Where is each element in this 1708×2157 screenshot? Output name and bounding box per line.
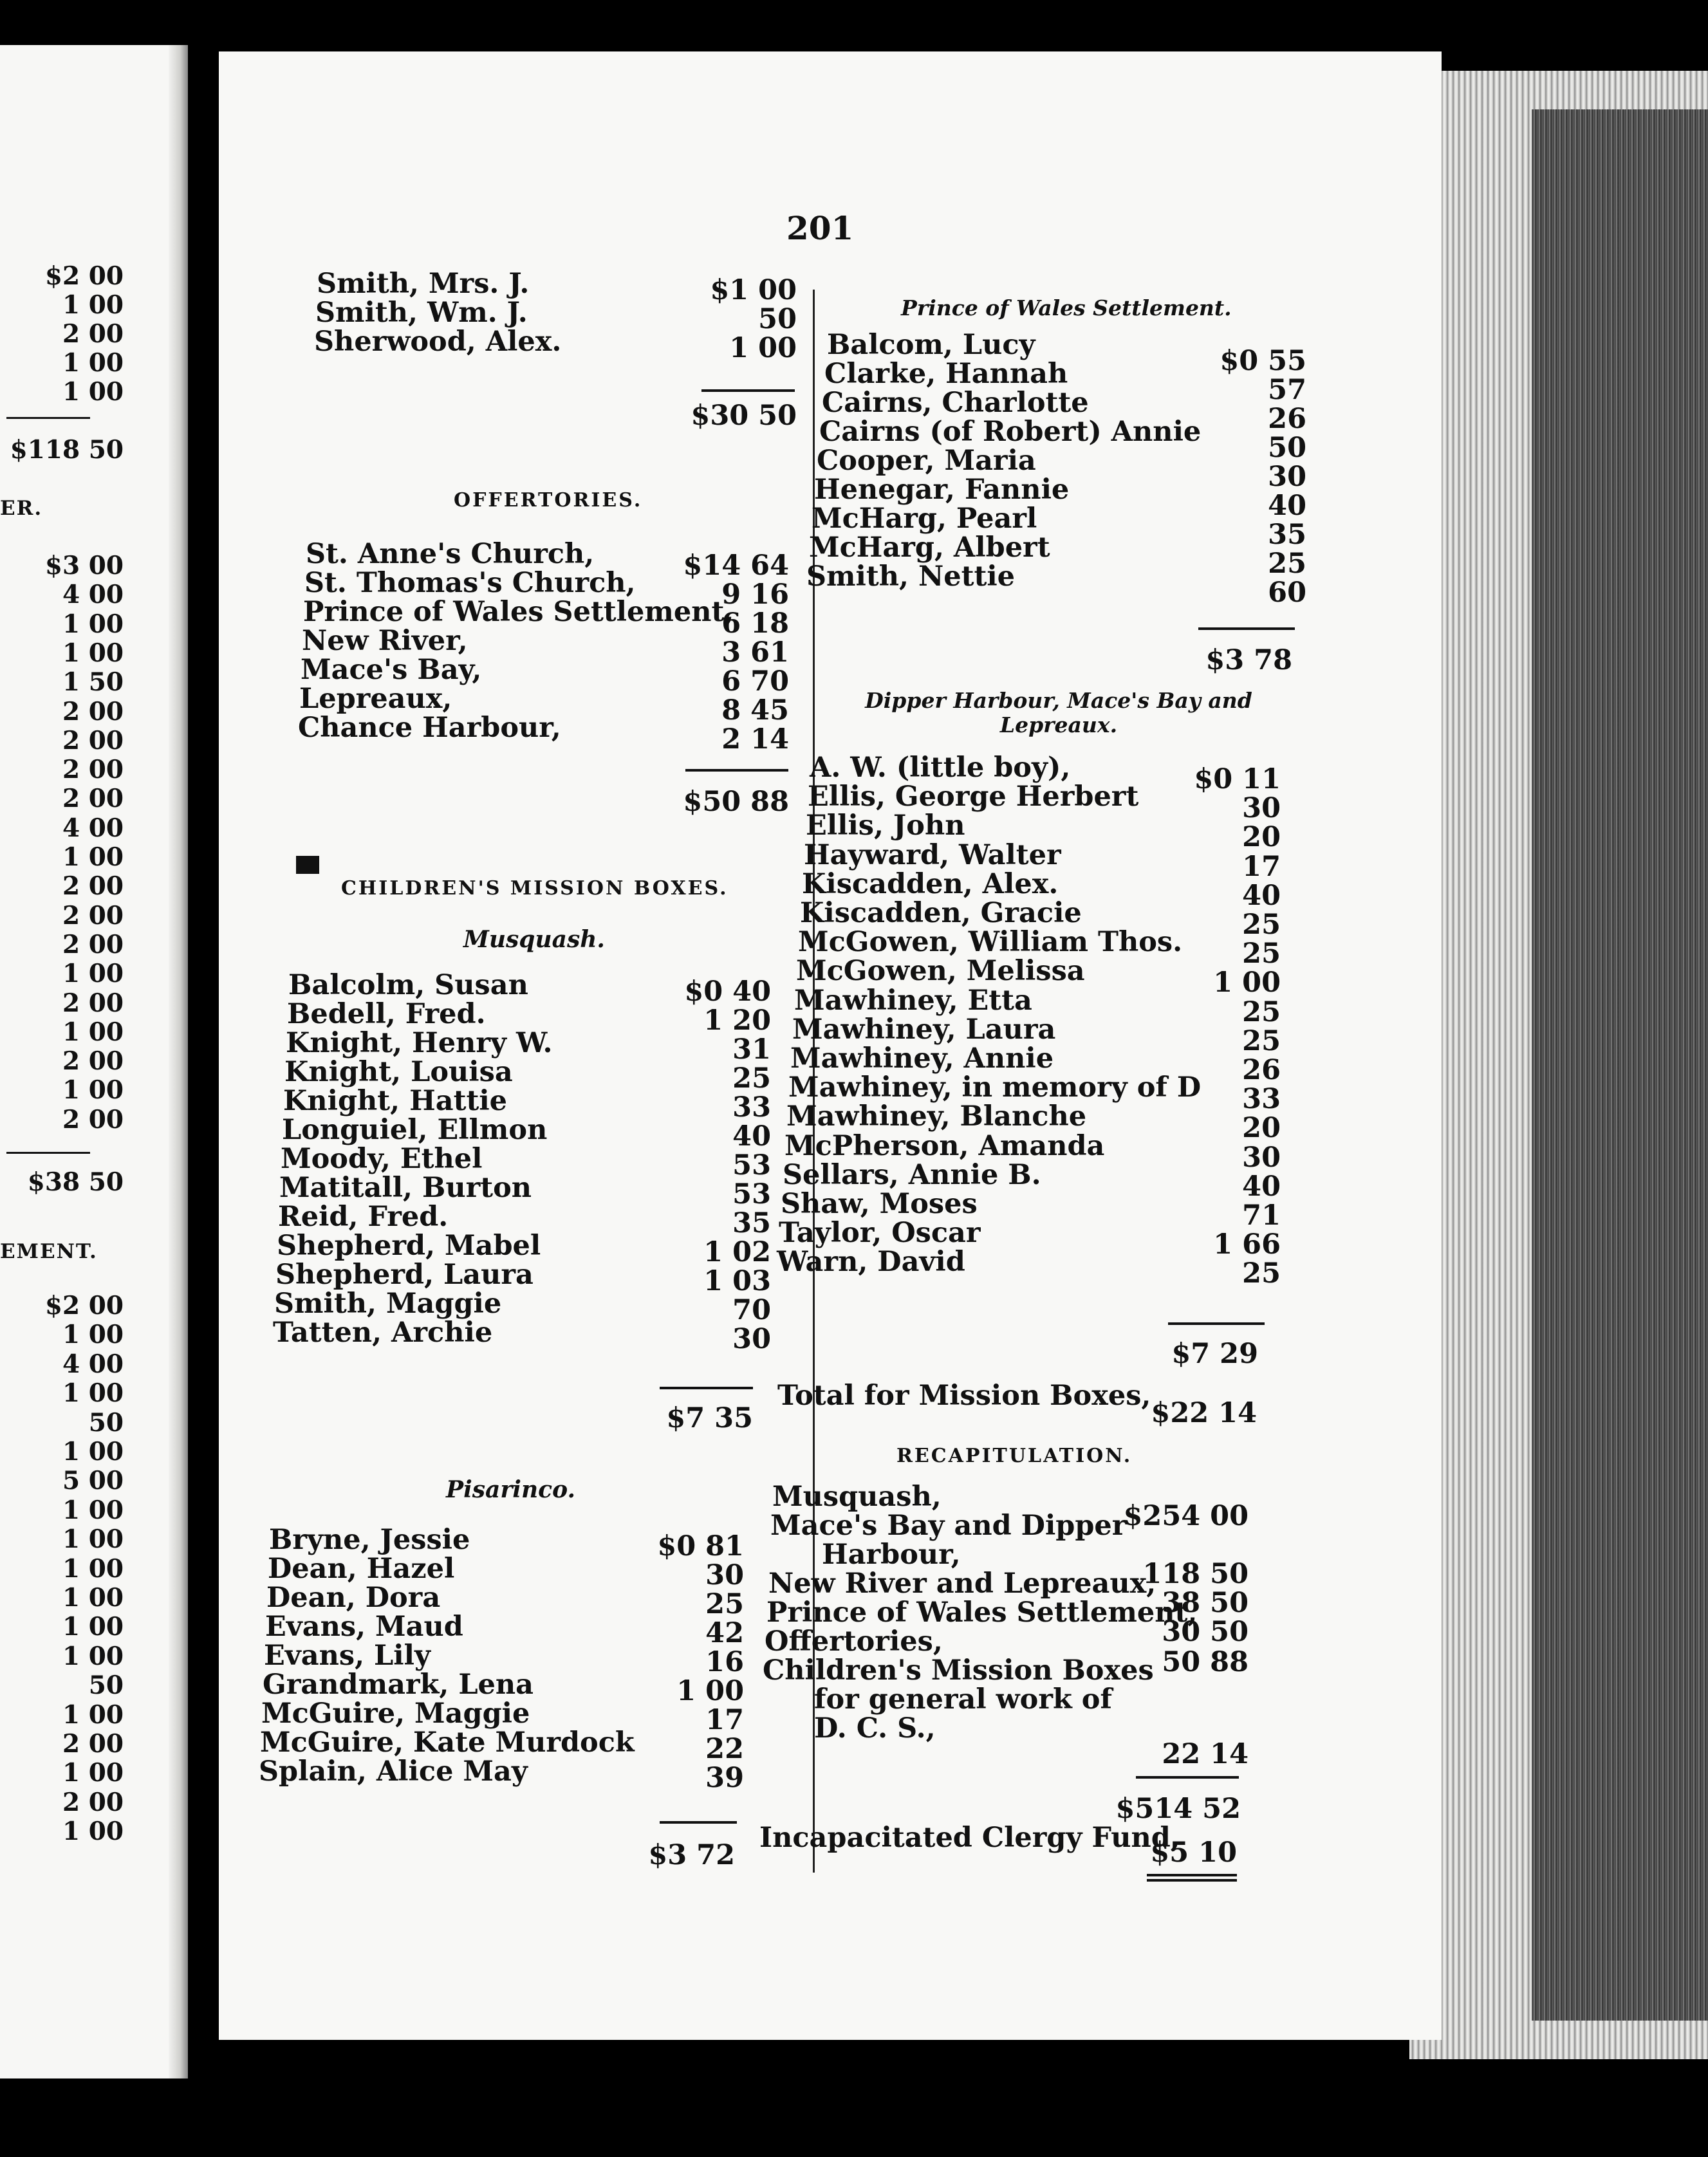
left-page-amount: 2 00 — [62, 1046, 124, 1077]
left-page-amount: 5 00 — [62, 1466, 124, 1496]
recap-label: Mace's Bay and Dipper — [770, 1510, 1127, 1542]
contributor-amount: 1 20 — [703, 1004, 771, 1037]
left-page-amount: 50 — [88, 1407, 124, 1438]
contributor-amount: 22 — [705, 1733, 744, 1765]
musquash-heading: Musquash. — [463, 926, 605, 953]
contributor-name: Cairns, Charlotte — [822, 387, 1089, 419]
contributor-name: A. W. (little boy), — [810, 752, 1071, 784]
contributor-name: Taylor, Oscar — [779, 1217, 981, 1250]
left-page-amount: 1 00 — [62, 1378, 124, 1409]
left-page-amount: 1 00 — [62, 1641, 124, 1671]
contributor-amount: 1 03 — [703, 1265, 771, 1297]
left-page-amount: 2 00 — [62, 929, 124, 959]
offertory-name: Prince of Wales Settlement, — [303, 596, 734, 628]
offertory-amount: $14 64 — [683, 550, 789, 582]
contributor-name: Knight, Hattie — [283, 1085, 508, 1117]
left-page-amount: 4 00 — [62, 580, 124, 610]
left-page-amount: 2 00 — [62, 319, 124, 349]
contributor-name: Cairns (of Robert) Annie — [819, 416, 1202, 448]
contributor-name: Kiscadden, Gracie — [800, 897, 1082, 929]
offertory-name: Chance Harbour, — [298, 712, 561, 744]
contributor-amount: 25 — [1242, 995, 1281, 1028]
contributor-name: McGuire, Maggie — [261, 1698, 530, 1730]
contributor-amount: 1 00 — [1213, 967, 1281, 999]
contributor-amount: 25 — [705, 1588, 744, 1620]
contributor-name: Mawhiney, Laura — [792, 1013, 1056, 1046]
offertory-name: St. Thomas's Church, — [304, 567, 636, 599]
contributor-amount: 1 02 — [703, 1236, 771, 1268]
left-page-total: $118 50 — [10, 435, 124, 465]
contributor-name: Matitall, Burton — [279, 1172, 532, 1204]
contributor-name: Mawhiney, Blanche — [786, 1100, 1087, 1133]
contributor-name: Smith, Mrs. J. — [317, 268, 530, 300]
left-page-amount: 1 00 — [62, 377, 124, 407]
double-total-rule — [1147, 1874, 1237, 1882]
contributor-amount: $0 11 — [1194, 763, 1281, 795]
contributor-name: Mawhiney, Annie — [790, 1042, 1054, 1075]
section-total: $30 50 — [691, 400, 797, 432]
left-page-amount: 4 00 — [62, 813, 124, 843]
left-page-amount: 1 50 — [62, 667, 124, 698]
contributor-amount: $1 00 — [710, 274, 797, 306]
left-page-amount: 1 00 — [62, 638, 124, 668]
offertory-amount: 3 61 — [721, 636, 789, 669]
left-page-amount: $2 00 — [44, 1291, 124, 1320]
recap-label: New River and Lepreaux, — [768, 1568, 1156, 1600]
left-page-amount: 1 00 — [62, 1017, 124, 1047]
left-page-amount: 1 00 — [62, 1583, 124, 1613]
left-page-amount: 1 00 — [62, 1553, 124, 1584]
contributor-amount: $0 81 — [657, 1530, 744, 1562]
total-rule — [1136, 1776, 1239, 1779]
contributor-name: Henegar, Fannie — [814, 474, 1070, 506]
left-page-amount: 1 00 — [62, 1612, 124, 1642]
contributor-name: McGuire, Kate Murdock — [260, 1727, 635, 1759]
offertory-name: New River, — [302, 625, 468, 657]
section-total: $3 78 — [1205, 644, 1292, 676]
recap-label: Prince of Wales Settlement, — [766, 1597, 1198, 1629]
contributor-amount: 53 — [732, 1178, 771, 1210]
left-page-amount: 2 00 — [62, 1787, 124, 1817]
contributor-amount: 1 00 — [676, 1675, 744, 1707]
pisarinco-heading: Pisarinco. — [446, 1476, 575, 1503]
left-page-amount: 1 00 — [62, 1075, 124, 1106]
contributor-name: Knight, Louisa — [284, 1056, 513, 1088]
contributor-amount: 16 — [705, 1646, 744, 1678]
recap-label: Offertories, — [765, 1625, 943, 1658]
left-page-amount: $3 00 — [44, 551, 124, 580]
recap-label: for general work of — [814, 1683, 1112, 1716]
left-page-amount: 1 00 — [62, 1495, 124, 1525]
contributor-amount: $0 55 — [1220, 345, 1306, 377]
left-page-heading-fragment: ER. — [0, 497, 43, 520]
left-page-amount: $2 00 — [44, 261, 124, 291]
recap-label: Musquash, — [772, 1481, 942, 1513]
contributor-name: Sellars, Annie B. — [783, 1158, 1041, 1191]
offertories-heading: OFFERTORIES. — [454, 489, 643, 512]
offertory-name: Mace's Bay, — [301, 654, 482, 686]
recap-amount: 118 50 — [1142, 1558, 1249, 1590]
offertory-amount: 2 14 — [721, 723, 789, 755]
contributor-name: McGowen, Melissa — [796, 955, 1085, 988]
contributor-name: Ellis, George Herbert — [808, 781, 1139, 813]
recap-amount: 22 14 — [1162, 1738, 1249, 1770]
contributor-amount: 25 — [1268, 548, 1306, 580]
section-total: $50 88 — [683, 786, 789, 818]
left-page-amount: 1 00 — [62, 959, 124, 989]
contributor-name: Reid, Fred. — [278, 1201, 449, 1233]
contributor-amount: 70 — [732, 1294, 771, 1326]
contributor-amount: 40 — [732, 1120, 771, 1153]
left-page-amount: 2 00 — [62, 988, 124, 1018]
contributor-amount: 25 — [1242, 938, 1281, 970]
contributor-amount: 35 — [1268, 519, 1306, 551]
contributor-name: Shepherd, Laura — [275, 1259, 534, 1291]
contributor-name: McGowen, William Thos. — [798, 926, 1183, 959]
contributor-amount: $0 40 — [684, 976, 771, 1008]
total-rule — [660, 1821, 737, 1824]
contributor-amount: 42 — [705, 1617, 744, 1649]
offertory-amount: 8 45 — [721, 694, 789, 727]
contributor-name: Bedell, Fred. — [287, 998, 486, 1030]
contributor-name: Ellis, John — [806, 810, 965, 842]
contributor-amount: 25 — [1242, 909, 1281, 941]
left-page-amount: 1 00 — [62, 1320, 124, 1350]
total-rule — [660, 1387, 753, 1389]
contributor-name: McPherson, Amanda — [784, 1129, 1105, 1162]
section-total: $7 35 — [666, 1402, 753, 1434]
contributor-amount: 17 — [1242, 850, 1281, 883]
contributor-name: Shaw, Moses — [781, 1188, 978, 1220]
contributor-name: McHarg, Albert — [809, 532, 1050, 564]
recapitulation-heading: RECAPITULATION. — [896, 1445, 1133, 1467]
contributor-amount: 25 — [1242, 1257, 1281, 1290]
left-page-heading-fragment: EMENT. — [0, 1240, 98, 1263]
contributor-amount: 60 — [1268, 577, 1306, 609]
total-rule — [685, 769, 788, 772]
mission-total-label: Total for Mission Boxes, — [777, 1380, 1151, 1412]
offertory-name: St. Anne's Church, — [306, 538, 595, 570]
recap-amount: 50 88 — [1162, 1646, 1249, 1678]
contributor-amount: 20 — [1242, 821, 1281, 854]
dipper-heading-line: Dipper Harbour, Mace's Bay and — [865, 688, 1252, 713]
recap-label: D. C. S., — [814, 1712, 936, 1745]
total-rule — [6, 1152, 90, 1154]
contributor-amount: 40 — [1268, 490, 1306, 522]
contributor-amount: 39 — [705, 1762, 744, 1794]
contributor-name: Tatten, Archie — [273, 1317, 493, 1349]
contributor-name: Smith, Maggie — [274, 1288, 502, 1320]
contributor-name: Evans, Lily — [264, 1640, 431, 1672]
contributor-name: Mawhiney, Etta — [794, 984, 1032, 1017]
total-rule — [1168, 1322, 1265, 1325]
contributor-amount: 35 — [732, 1207, 771, 1239]
contributor-name: Smith, Wm. J. — [315, 297, 528, 329]
clergy-fund-label: Incapacitated Clergy Fund, — [759, 1822, 1180, 1854]
printer-mark-icon — [296, 856, 319, 874]
page-gutter — [169, 45, 188, 2078]
contributor-name: Kiscadden, Alex. — [802, 867, 1059, 900]
left-page-amount: 1 00 — [62, 842, 124, 872]
offertory-amount: 6 70 — [721, 665, 789, 698]
mission-boxes-heading: CHILDREN'S MISSION BOXES. — [341, 877, 729, 900]
contributor-amount: 33 — [1242, 1083, 1281, 1116]
contributor-amount: 17 — [705, 1704, 744, 1736]
left-page-amount: 1 00 — [62, 609, 124, 639]
left-page-amount: 4 00 — [62, 1349, 124, 1379]
contributor-name: Moody, Ethel — [281, 1143, 483, 1175]
contributor-name: Hayward, Walter — [804, 838, 1061, 871]
left-page-total: $38 50 — [27, 1167, 124, 1197]
contributor-amount: 30 — [1242, 1141, 1281, 1174]
mission-total-amount: $22 14 — [1151, 1397, 1257, 1429]
recap-amount: $254 00 — [1123, 1500, 1249, 1532]
left-page-amount: 2 00 — [62, 755, 124, 785]
contributor-name: Grandmark, Lena — [263, 1669, 534, 1701]
recap-label: Harbour, — [822, 1539, 961, 1571]
offertory-amount: 9 16 — [721, 579, 789, 611]
recap-total: $514 52 — [1115, 1793, 1241, 1825]
contributor-amount: 26 — [1268, 403, 1306, 435]
left-facing-page — [0, 45, 188, 2078]
total-rule — [701, 389, 795, 392]
offertory-name: Lepreaux, — [299, 683, 452, 715]
contributor-name: Warn, David — [777, 1246, 965, 1279]
contributor-name: Dean, Hazel — [268, 1553, 455, 1585]
contributor-name: Knight, Henry W. — [286, 1027, 553, 1059]
contributor-amount: 1 00 — [729, 332, 797, 364]
contributor-amount: 33 — [732, 1091, 771, 1124]
left-page-amount: 2 00 — [62, 725, 124, 755]
contributor-name: Clarke, Hannah — [824, 358, 1068, 390]
dipper-harbour-heading — [840, 689, 1277, 737]
contributor-name: Mawhiney, in memory of D — [788, 1071, 1202, 1104]
section-total: $3 72 — [648, 1839, 735, 1871]
contributor-amount: 40 — [1242, 879, 1281, 912]
contributor-amount: 20 — [1242, 1112, 1281, 1145]
contributor-name: Dean, Dora — [266, 1582, 441, 1614]
contributor-name: Evans, Maud — [265, 1611, 463, 1643]
total-rule — [6, 417, 90, 419]
contributor-name: Longuiel, Ellmon — [282, 1114, 548, 1146]
contributor-name: Shepherd, Mabel — [277, 1230, 541, 1262]
left-page-amount: 2 00 — [62, 784, 124, 814]
contributor-amount: 57 — [1268, 374, 1306, 406]
recap-amount: 30 50 — [1162, 1616, 1249, 1648]
left-page-amount: 2 00 — [62, 696, 124, 727]
contributor-amount: 30 — [1268, 461, 1306, 493]
contributor-amount: 40 — [1242, 1170, 1281, 1203]
contributor-name: Sherwood, Alex. — [314, 326, 562, 358]
left-page-amount: 2 00 — [62, 900, 124, 930]
recap-amount: 38 50 — [1162, 1587, 1249, 1619]
book-spine-shadow — [1532, 109, 1708, 2021]
contributor-name: Balcolm, Susan — [288, 969, 528, 1001]
contributor-amount: 30 — [732, 1323, 771, 1355]
section-total: $7 29 — [1171, 1338, 1258, 1370]
recap-label: Children's Mission Boxes — [763, 1654, 1154, 1687]
total-rule — [1198, 627, 1295, 630]
contributor-name: Bryne, Jessie — [269, 1524, 470, 1556]
contributor-name: McHarg, Pearl — [812, 503, 1037, 535]
offertory-amount: 6 18 — [721, 607, 789, 640]
contributor-amount: 26 — [1242, 1054, 1281, 1086]
left-page-amount: 2 00 — [62, 1104, 124, 1134]
contributor-amount: 30 — [705, 1559, 744, 1591]
left-page-amount: 1 00 — [62, 1699, 124, 1730]
contributor-amount: 25 — [732, 1062, 771, 1095]
contributor-name: Cooper, Maria — [817, 445, 1036, 477]
dipper-heading-line: Lepreaux. — [999, 712, 1118, 737]
contributor-amount: 30 — [1242, 792, 1281, 825]
left-page-amount: 50 — [88, 1671, 124, 1701]
left-page-amount: 1 00 — [62, 290, 124, 320]
pws-heading: Prince of Wales Settlement. — [901, 295, 1232, 320]
contributor-amount: 50 — [758, 303, 797, 335]
contributor-amount: 31 — [732, 1033, 771, 1066]
page-number: 201 — [786, 209, 854, 247]
contributor-amount: 50 — [1268, 432, 1306, 464]
left-page-amount: 2 00 — [62, 1729, 124, 1759]
left-page-amount: 2 00 — [62, 871, 124, 902]
contributor-amount: 25 — [1242, 1024, 1281, 1057]
left-page-amount: 1 00 — [62, 1758, 124, 1788]
left-page-amount: 1 00 — [62, 1437, 124, 1467]
contributor-amount: 53 — [732, 1149, 771, 1181]
contributor-amount: 71 — [1242, 1199, 1281, 1232]
left-page-amount: 1 00 — [62, 1524, 124, 1555]
clergy-fund-amount: $5 10 — [1150, 1837, 1237, 1869]
contributor-amount: 1 66 — [1213, 1228, 1281, 1261]
left-page-amount: 1 00 — [62, 1817, 124, 1847]
contributor-name: Smith, Nettie — [806, 560, 1016, 593]
left-page-amount: 1 00 — [62, 348, 124, 378]
contributor-name: Splain, Alice May — [259, 1755, 528, 1788]
contributor-name: Balcom, Lucy — [827, 329, 1035, 361]
